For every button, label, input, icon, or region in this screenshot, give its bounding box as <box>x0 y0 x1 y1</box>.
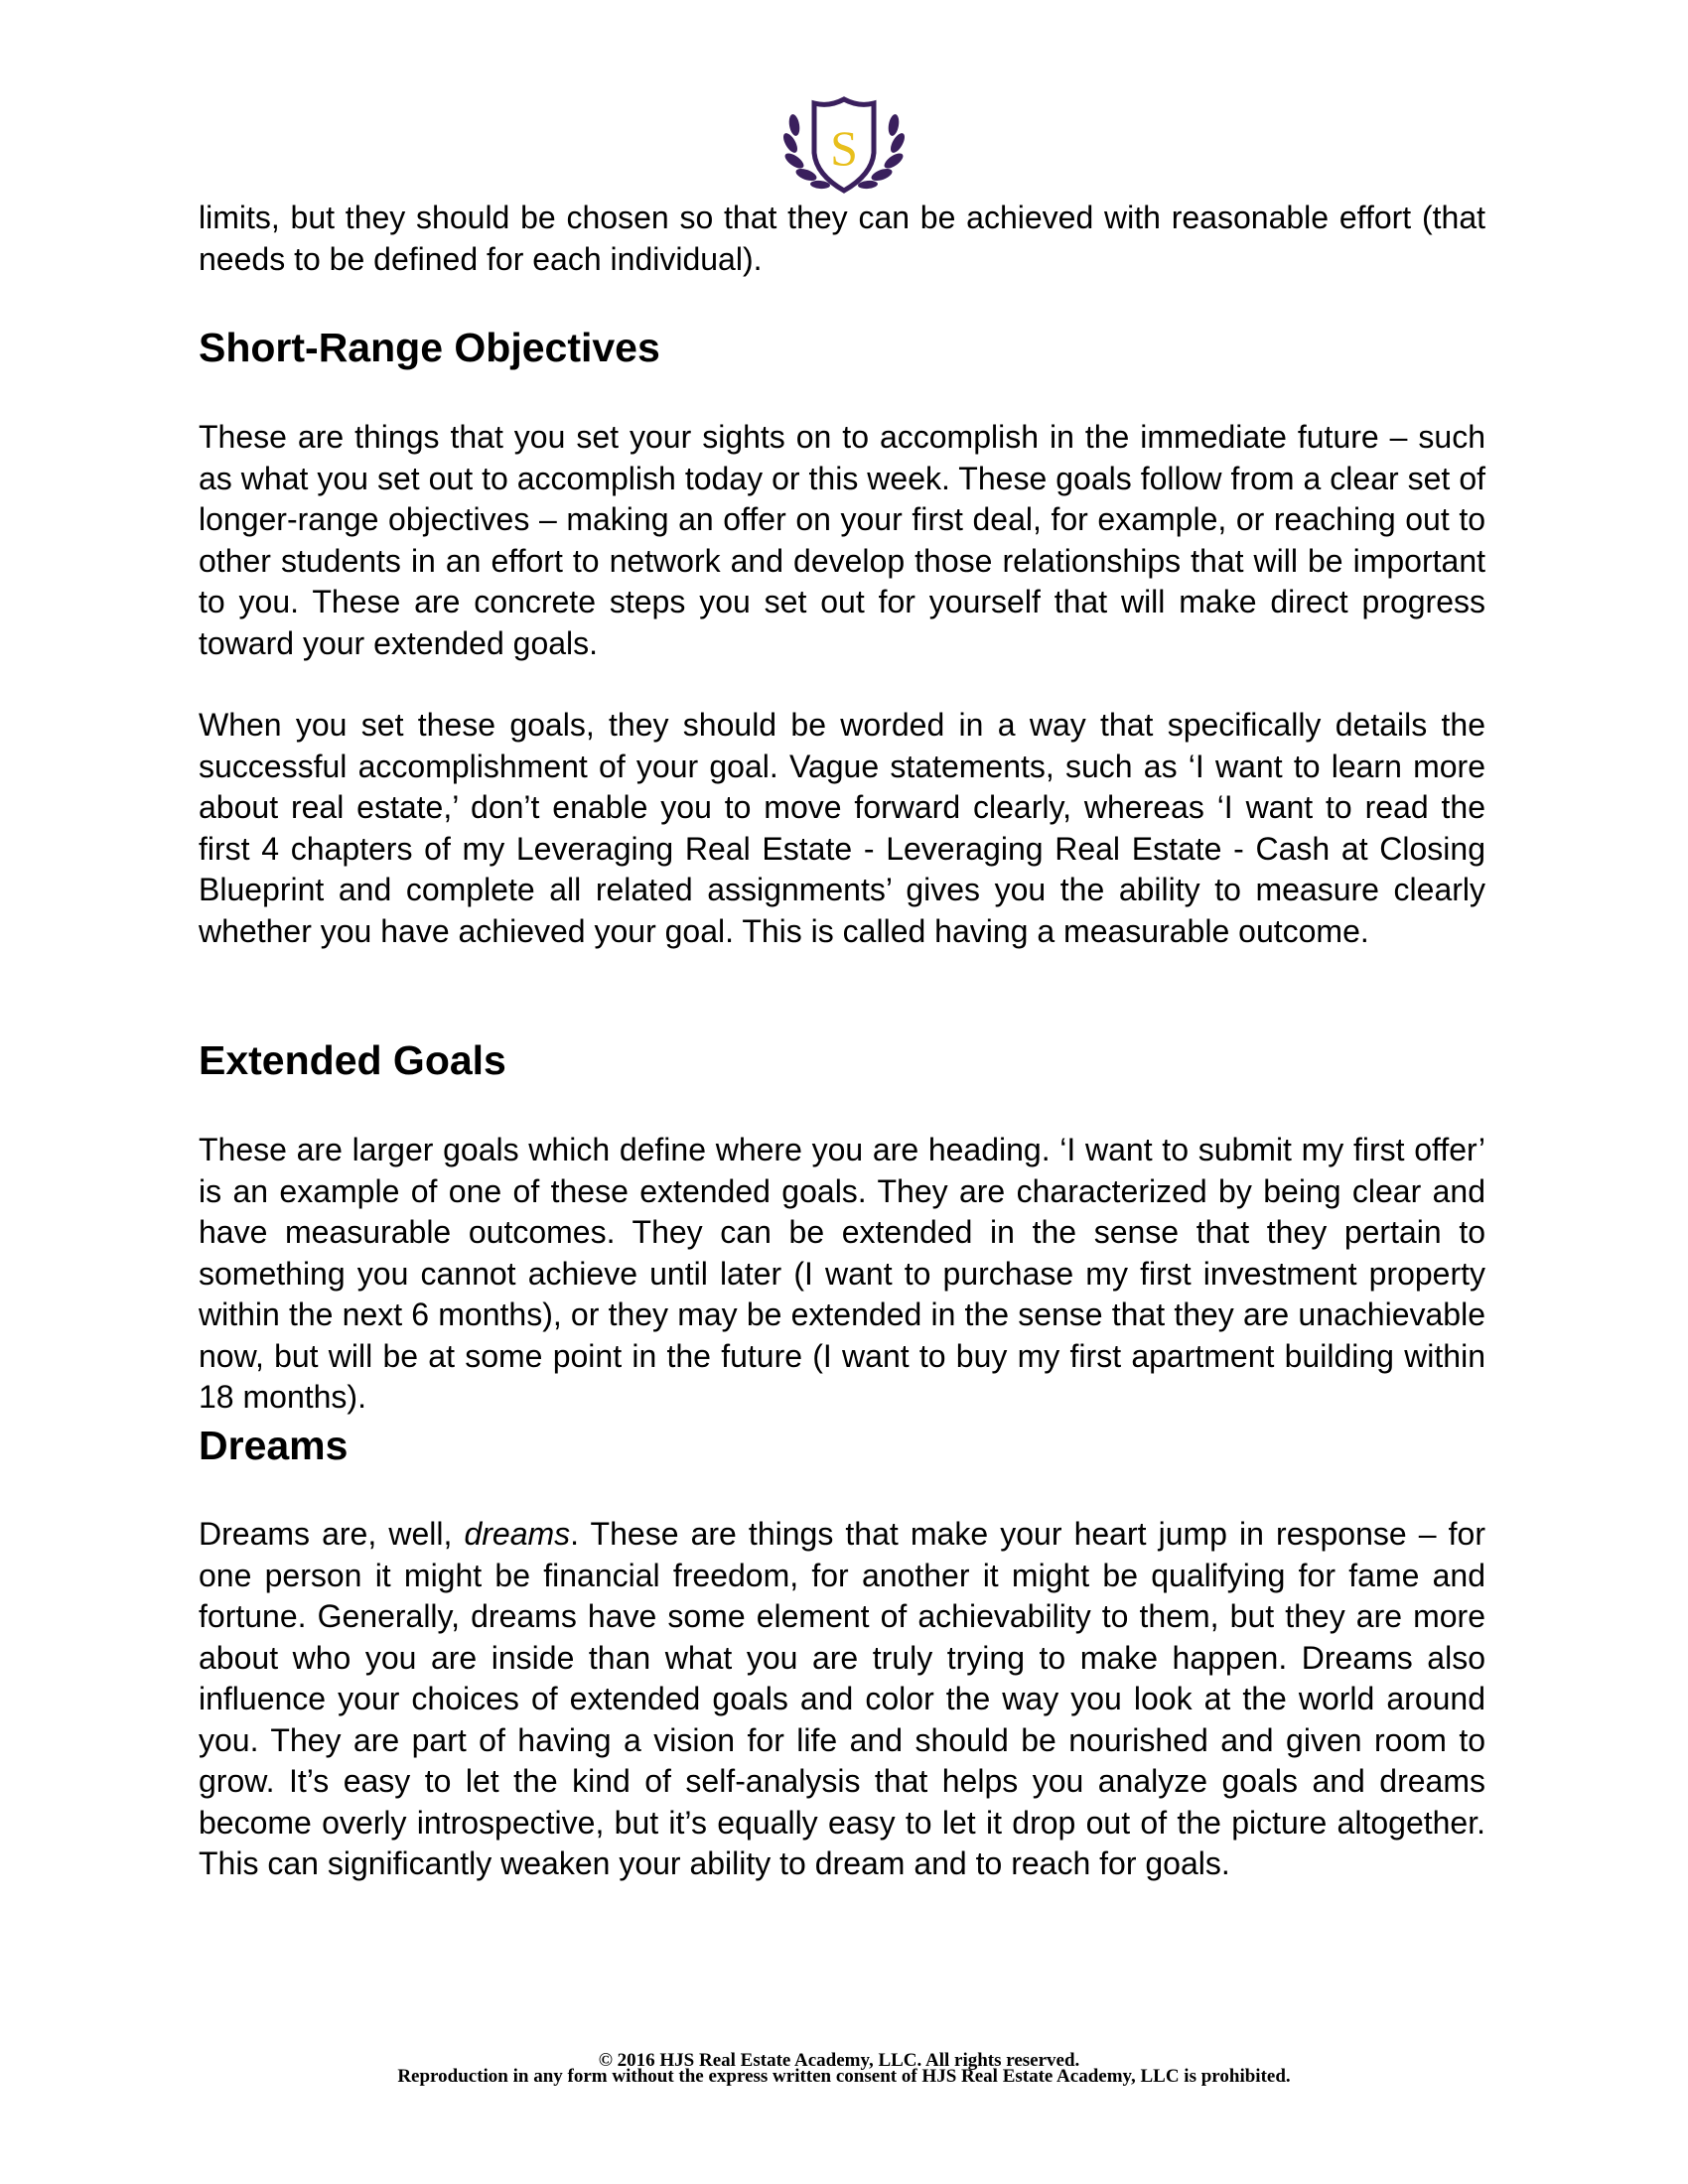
heading-short-range-objectives: Short-Range Objectives <box>199 325 660 370</box>
short-range-paragraph-1: These are things that you set your sights on to accomplish in the immediate future – such as what you set out to accomplish today or this week. These goals follow from a clear set of longer-range objectives – making an offer on your first deal, for example, or reaching out to other students in an effort to network and develop those relationships that will be important to you. These are concrete steps you set out for yourself that will make direct progress toward your extended goals. <box>199 419 1485 661</box>
footer-reproduction-notice: Reproduction in any form without the express written consent of HJS Real Estate Academy, LLC is prohibited. <box>397 2066 1291 2087</box>
page-footer <box>0 2050 1688 2087</box>
shield-laurel-icon <box>774 95 914 195</box>
dreams-text-start: Dreams are, well, <box>199 1516 465 1552</box>
dreams-paragraph <box>199 1514 1485 1885</box>
footer-copyright: © 2016 HJS Real Estate Academy, LLC. All rights reserved. <box>598 2050 1080 2071</box>
heading-dreams: Dreams <box>199 1423 349 1468</box>
heading-extended-goals: Extended Goals <box>199 1037 506 1083</box>
academy-logo <box>774 95 914 195</box>
intro-continuation-paragraph: limits, but they should be chosen so that they can be achieved with reasonable effort (that needs to be defined for each individual). <box>199 200 1485 277</box>
dreams-italic-word: dreams <box>464 1516 571 1552</box>
svg-text:S: S <box>830 120 858 176</box>
dreams-text-rest: . These are things that make your heart jump in response – for one person it might be financial freedom, for another it might be qualifying for fame and fortune. Generally, dreams have some element of achievability to them, but they are more about who you are inside than what you are truly trying to make happen. Dreams also influence your choices of extended goals and color the way you look at the world around you. They are part of having a vision for life and should be nourished and given room to grow. It’s easy to let the kind of self-analysis that helps you analyze goals and dreams become overly introspective, but it’s equally easy to let it drop out of the picture altogether. This can significantly weaken your ability to dream and to reach for goals. <box>199 1516 1486 1881</box>
extended-goals-paragraph: These are larger goals which define where you are heading. ‘I want to submit my first offer’ is an example of one of these extended goals. They are characterized by being clear and have measurable outcomes. They can be extended in the sense that they pertain to something you cannot achieve until later (I want to purchase my first investment property within the next 6 months), or they may be extended in the sense that they are unachievable now, but will be at some point in the future (I want to buy my first apartment building within 18 months). <box>199 1132 1485 1415</box>
short-range-paragraph-2: When you set these goals, they should be worded in a way that specifically details the successful accomplishment of your goal. Vague statements, such as ‘I want to learn more about real estate,’ don’t enable you to move forward clearly, whereas ‘I want to read the first 4 chapters of my Leveraging Real Estate - Leveraging Real Estate - Cash at Closing Blueprint and complete all related assignments’ gives you the ability to measure clearly whether you have achieved your goal. This is called having a measurable outcome. <box>199 707 1485 949</box>
